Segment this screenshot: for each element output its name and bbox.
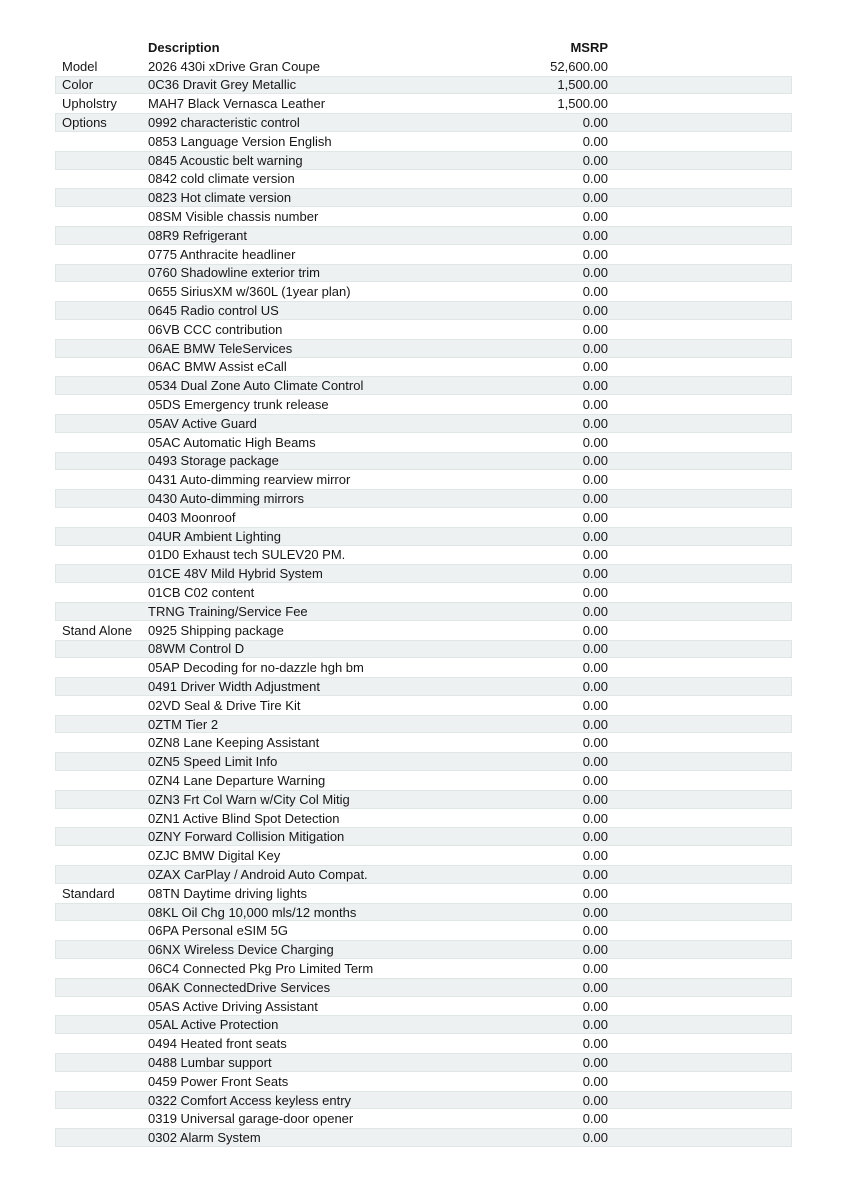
row-msrp-cell: 0.00 [582,716,608,732]
row-msrp-cell: 0.00 [582,547,608,563]
table-row [55,1072,792,1091]
row-msrp-cell: 0.00 [582,641,608,657]
table-row [55,827,792,846]
row-msrp-cell: 0.00 [582,829,608,845]
table-row [55,809,792,828]
row-description-cell: 0ZNY Forward Collision Mitigation [148,829,345,845]
row-msrp-cell: 0.00 [582,359,608,375]
table-row [55,508,792,527]
table-row [55,903,792,922]
row-description-cell: 0ZN5 Speed Limit Info [148,754,278,770]
row-msrp-cell: 0.00 [582,133,608,149]
vehicle-options-table [55,38,792,1147]
row-msrp-cell: 1,500.00 [557,96,608,112]
table-row [55,170,792,189]
row-msrp-cell: 0.00 [582,1073,608,1089]
row-msrp-cell: 0.00 [582,585,608,600]
row-description-cell: 0ZAX CarPlay / Android Auto Compat. [148,866,368,882]
row-msrp-cell: 0.00 [582,848,608,864]
row-msrp-cell: 0.00 [582,1130,608,1146]
row-description-cell: 06VB CCC contribution [148,321,283,337]
table-row [55,358,792,377]
row-msrp-cell: 0.00 [582,1036,608,1052]
row-msrp-cell: 0.00 [582,904,608,920]
row-description-cell: TRNG Training/Service Fee [148,603,308,619]
table-row [55,790,792,809]
row-description-cell: 01CE 48V Mild Hybrid System [148,566,323,582]
row-description-cell: 0ZN8 Lane Keeping Assistant [148,735,320,751]
row-description-cell: 0C36 Dravit Grey Metallic [148,77,297,93]
row-description-cell: 0322 Comfort Access keyless entry [148,1092,352,1108]
row-msrp-cell: 0.00 [582,491,608,507]
table-row [55,921,792,940]
row-msrp-cell: 0.00 [582,960,608,976]
row-description-cell: 0302 Alarm System [148,1130,261,1146]
table-row [55,959,792,978]
table-row [55,113,792,132]
table-row [55,282,792,301]
row-description-cell: 0494 Heated front seats [148,1036,287,1052]
table-row [55,1128,792,1147]
row-msrp-cell: 0.00 [582,735,608,751]
row-description-cell: 0459 Power Front Seats [148,1073,289,1089]
row-msrp-cell: 0.00 [582,1092,608,1108]
row-description-cell: 0488 Lumbar support [148,1054,272,1070]
row-msrp-cell: 0.00 [582,622,608,638]
row-msrp-cell: 0.00 [582,453,608,469]
row-description-cell: 05AL Active Protection [148,1017,279,1033]
row-description-cell: 02VD Seal & Drive Tire Kit [148,697,301,713]
row-description-cell: 06AC BMW Assist eCall [148,359,287,375]
table-row [55,301,792,320]
table-body [55,57,792,1147]
header-description-cell: Description [148,39,220,55]
row-category-cell: Options [62,115,107,131]
row-description-cell: 06PA Personal eSIM 5G [148,923,288,939]
table-row [55,865,792,884]
row-msrp-cell: 0.00 [582,415,608,431]
table-row [55,658,792,677]
table-row [55,376,792,395]
table-row [55,132,792,151]
row-description-cell: 0760 Shadowline exterior trim [148,265,320,281]
row-description-cell: 0ZN1 Active Blind Spot Detection [148,810,340,826]
table-row [55,188,792,207]
row-msrp-cell: 0.00 [582,171,608,187]
table-row [55,733,792,752]
table-row [55,771,792,790]
table-row [55,264,792,283]
row-msrp-cell: 0.00 [582,340,608,356]
row-description-cell: 05AS Active Driving Assistant [148,998,318,1014]
row-description-cell: 05AP Decoding for no-dazzle hgh bm [148,660,364,676]
row-msrp-cell: 0.00 [582,603,608,619]
row-description-cell: 06AE BMW TeleServices [148,340,293,356]
table-row [55,564,792,583]
row-category-cell: Model [62,58,98,74]
table-row [55,1034,792,1053]
row-description-cell: 0534 Dual Zone Auto Climate Control [148,378,364,394]
table-row [55,1015,792,1034]
row-msrp-cell: 0.00 [582,942,608,958]
row-description-cell: 0ZJC BMW Digital Key [148,848,281,864]
row-description-cell: 01CB C02 content [148,585,255,600]
table-row [55,489,792,508]
row-description-cell: 05DS Emergency trunk release [148,397,329,413]
row-description-cell: 08KL Oil Chg 10,000 mls/12 months [148,904,357,920]
row-msrp-cell: 0.00 [582,1111,608,1127]
row-description-cell: 08WM Control D [148,641,245,657]
row-msrp-cell: 0.00 [582,678,608,694]
row-msrp-cell: 0.00 [582,528,608,544]
table-row [55,320,792,339]
table-row [55,677,792,696]
row-description-cell: 0823 Hot climate version [148,190,292,206]
row-msrp-cell: 1,500.00 [557,77,608,93]
row-description-cell: 0ZTM Tier 2 [148,716,219,732]
table-row [55,94,792,113]
row-msrp-cell: 0.00 [582,660,608,676]
table-row [55,583,792,602]
row-msrp-cell: 0.00 [582,265,608,281]
row-msrp-cell: 0.00 [582,885,608,901]
row-msrp-cell: 52,600.00 [550,58,608,74]
row-description-cell: 0853 Language Version English [148,133,332,149]
row-description-cell: 0925 Shipping package [148,622,284,638]
row-msrp-cell: 0.00 [582,923,608,939]
row-msrp-cell: 0.00 [582,1017,608,1033]
row-description-cell: 0992 characteristic control [148,115,300,131]
table-row [55,884,792,903]
table-row [55,339,792,358]
row-description-cell: 0775 Anthracite headliner [148,246,296,262]
row-msrp-cell: 0.00 [582,209,608,225]
row-msrp-cell: 0.00 [582,810,608,826]
table-row [55,997,792,1016]
row-description-cell: MAH7 Black Vernasca Leather [148,96,326,112]
row-description-cell: 0403 Moonroof [148,509,236,525]
table-row [55,1109,792,1128]
row-description-cell: 06C4 Connected Pkg Pro Limited Term [148,960,374,976]
table-row [55,602,792,621]
row-msrp-cell: 0.00 [582,115,608,131]
table-header-row [55,38,792,57]
row-description-cell: 0ZN4 Lane Departure Warning [148,772,326,788]
row-description-cell: 05AV Active Guard [148,415,257,431]
row-description-cell: 0655 SiriusXM w/360L (1year plan) [148,284,351,300]
row-category-cell: Standard [62,885,115,901]
row-description-cell: 0845 Acoustic belt warning [148,152,303,168]
row-description-cell: 08R9 Refrigerant [148,227,247,243]
row-description-cell: 08SM Visible chassis number [148,209,319,225]
table-row [55,715,792,734]
table-row [55,57,792,76]
table-row [55,470,792,489]
row-msrp-cell: 0.00 [582,378,608,394]
table-row [55,940,792,959]
row-msrp-cell: 0.00 [582,1054,608,1070]
row-msrp-cell: 0.00 [582,697,608,713]
row-msrp-cell: 0.00 [582,509,608,525]
row-description-cell: 0430 Auto-dimming mirrors [148,491,305,507]
table-row [55,846,792,865]
row-description-cell: 05AC Automatic High Beams [148,434,316,450]
row-msrp-cell: 0.00 [582,397,608,413]
row-description-cell: 0ZN3 Frt Col Warn w/City Col Mitig [148,791,350,807]
table-row [55,640,792,659]
row-description-cell: 0319 Universal garage-door opener [148,1111,354,1127]
row-category-cell: Upholstry [62,96,117,112]
row-description-cell: 06AK ConnectedDrive Services [148,979,331,995]
row-msrp-cell: 0.00 [582,791,608,807]
row-msrp-cell: 0.00 [582,472,608,488]
row-description-cell: 0491 Driver Width Adjustment [148,678,320,694]
table-row [55,1091,792,1110]
row-description-cell: 2026 430i xDrive Gran Coupe [148,58,320,74]
table-row [55,978,792,997]
table-row [55,76,792,95]
table-row [55,245,792,264]
row-msrp-cell: 0.00 [582,227,608,243]
header-msrp-cell: MSRP [570,39,608,55]
row-msrp-cell: 0.00 [582,303,608,319]
row-msrp-cell: 0.00 [582,321,608,337]
row-msrp-cell: 0.00 [582,152,608,168]
row-msrp-cell: 0.00 [582,284,608,300]
row-msrp-cell: 0.00 [582,190,608,206]
table-row [55,621,792,640]
table-row [55,414,792,433]
row-description-cell: 0645 Radio control US [148,303,279,319]
row-description-cell: 08TN Daytime driving lights [148,885,307,901]
row-msrp-cell: 0.00 [582,998,608,1014]
row-category-cell: Color [62,77,94,93]
row-description-cell: 0431 Auto-dimming rearview mirror [148,472,351,488]
row-description-cell: 04UR Ambient Lighting [148,528,281,544]
table-row [55,752,792,771]
row-msrp-cell: 0.00 [582,566,608,582]
table-row [55,1053,792,1072]
row-msrp-cell: 0.00 [582,434,608,450]
row-category-cell: Stand Alone [62,622,133,638]
row-msrp-cell: 0.00 [582,246,608,262]
table-row [55,546,792,565]
row-description-cell: 01D0 Exhaust tech SULEV20 PM. [148,547,346,563]
table-row [55,226,792,245]
table-row [55,452,792,471]
row-msrp-cell: 0.00 [582,866,608,882]
row-msrp-cell: 0.00 [582,754,608,770]
row-msrp-cell: 0.00 [582,772,608,788]
row-description-cell: 0842 cold climate version [148,171,295,187]
row-description-cell: 0493 Storage package [148,453,279,469]
row-msrp-cell: 0.00 [582,979,608,995]
table-row [55,207,792,226]
table-row [55,696,792,715]
table-row [55,395,792,414]
table-row [55,151,792,170]
table-row [55,433,792,452]
table-row [55,527,792,546]
row-description-cell: 06NX Wireless Device Charging [148,942,334,958]
